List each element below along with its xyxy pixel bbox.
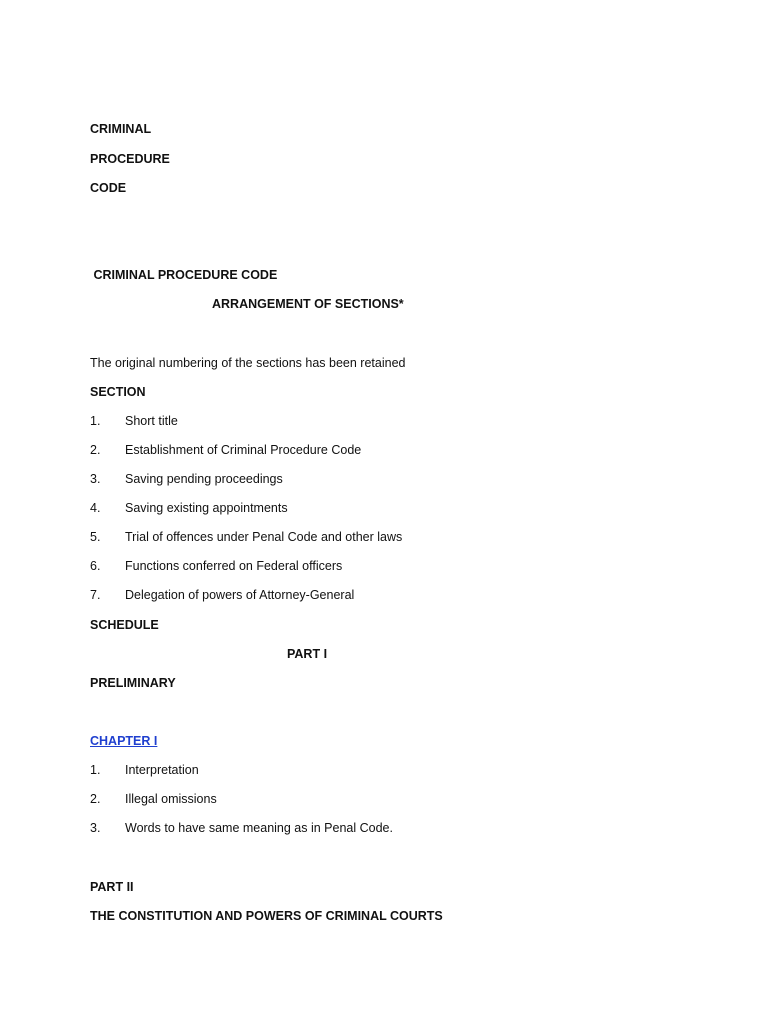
section-number: 2. — [90, 443, 101, 457]
part-i-label: PART I — [287, 647, 328, 661]
section-title: Trial of offences under Penal Code and other laws — [125, 530, 403, 544]
section-title: Establishment of Criminal Procedure Code — [125, 443, 362, 457]
code-title-heading: CRIMINAL PROCEDURE CODE — [90, 268, 278, 282]
section-label: SECTION — [90, 385, 146, 399]
part-ii-title: THE CONSTITUTION AND POWERS OF CRIMINAL COURTS — [90, 909, 443, 923]
section-title: Functions conferred on Federal officers — [125, 559, 343, 573]
section-title: Saving existing appointments — [125, 501, 288, 515]
section-number: 5. — [90, 530, 101, 544]
chapter-i-link[interactable]: CHAPTER I — [90, 734, 158, 748]
section-number: 1. — [90, 414, 101, 428]
part-i-title: PRELIMINARY — [90, 676, 176, 690]
chapter-item-number: 3. — [90, 821, 101, 835]
arrangement-heading: ARRANGEMENT OF SECTIONS* — [212, 297, 404, 311]
section-number: 7. — [90, 588, 101, 602]
title-line-code: CODE — [90, 181, 127, 195]
chapter-item-number: 2. — [90, 792, 101, 806]
numbering-note: The original numbering of the sections has been retained — [90, 356, 406, 370]
title-line-procedure: PROCEDURE — [90, 152, 170, 166]
schedule-label: SCHEDULE — [90, 618, 159, 632]
section-title: Delegation of powers of Attorney-General — [125, 588, 355, 602]
section-number: 6. — [90, 559, 101, 573]
chapter-item-title: Words to have same meaning as in Penal Code. — [125, 821, 393, 835]
chapter-item-number: 1. — [90, 763, 101, 777]
chapter-item-title: Interpretation — [125, 763, 199, 777]
section-title: Short title — [125, 414, 178, 428]
section-number: 4. — [90, 501, 101, 515]
title-line-criminal: CRIMINAL — [90, 122, 152, 136]
part-ii-label: PART II — [90, 880, 134, 894]
section-number: 3. — [90, 472, 101, 486]
chapter-item-title: Illegal omissions — [125, 792, 217, 806]
section-title: Saving pending proceedings — [125, 472, 283, 486]
